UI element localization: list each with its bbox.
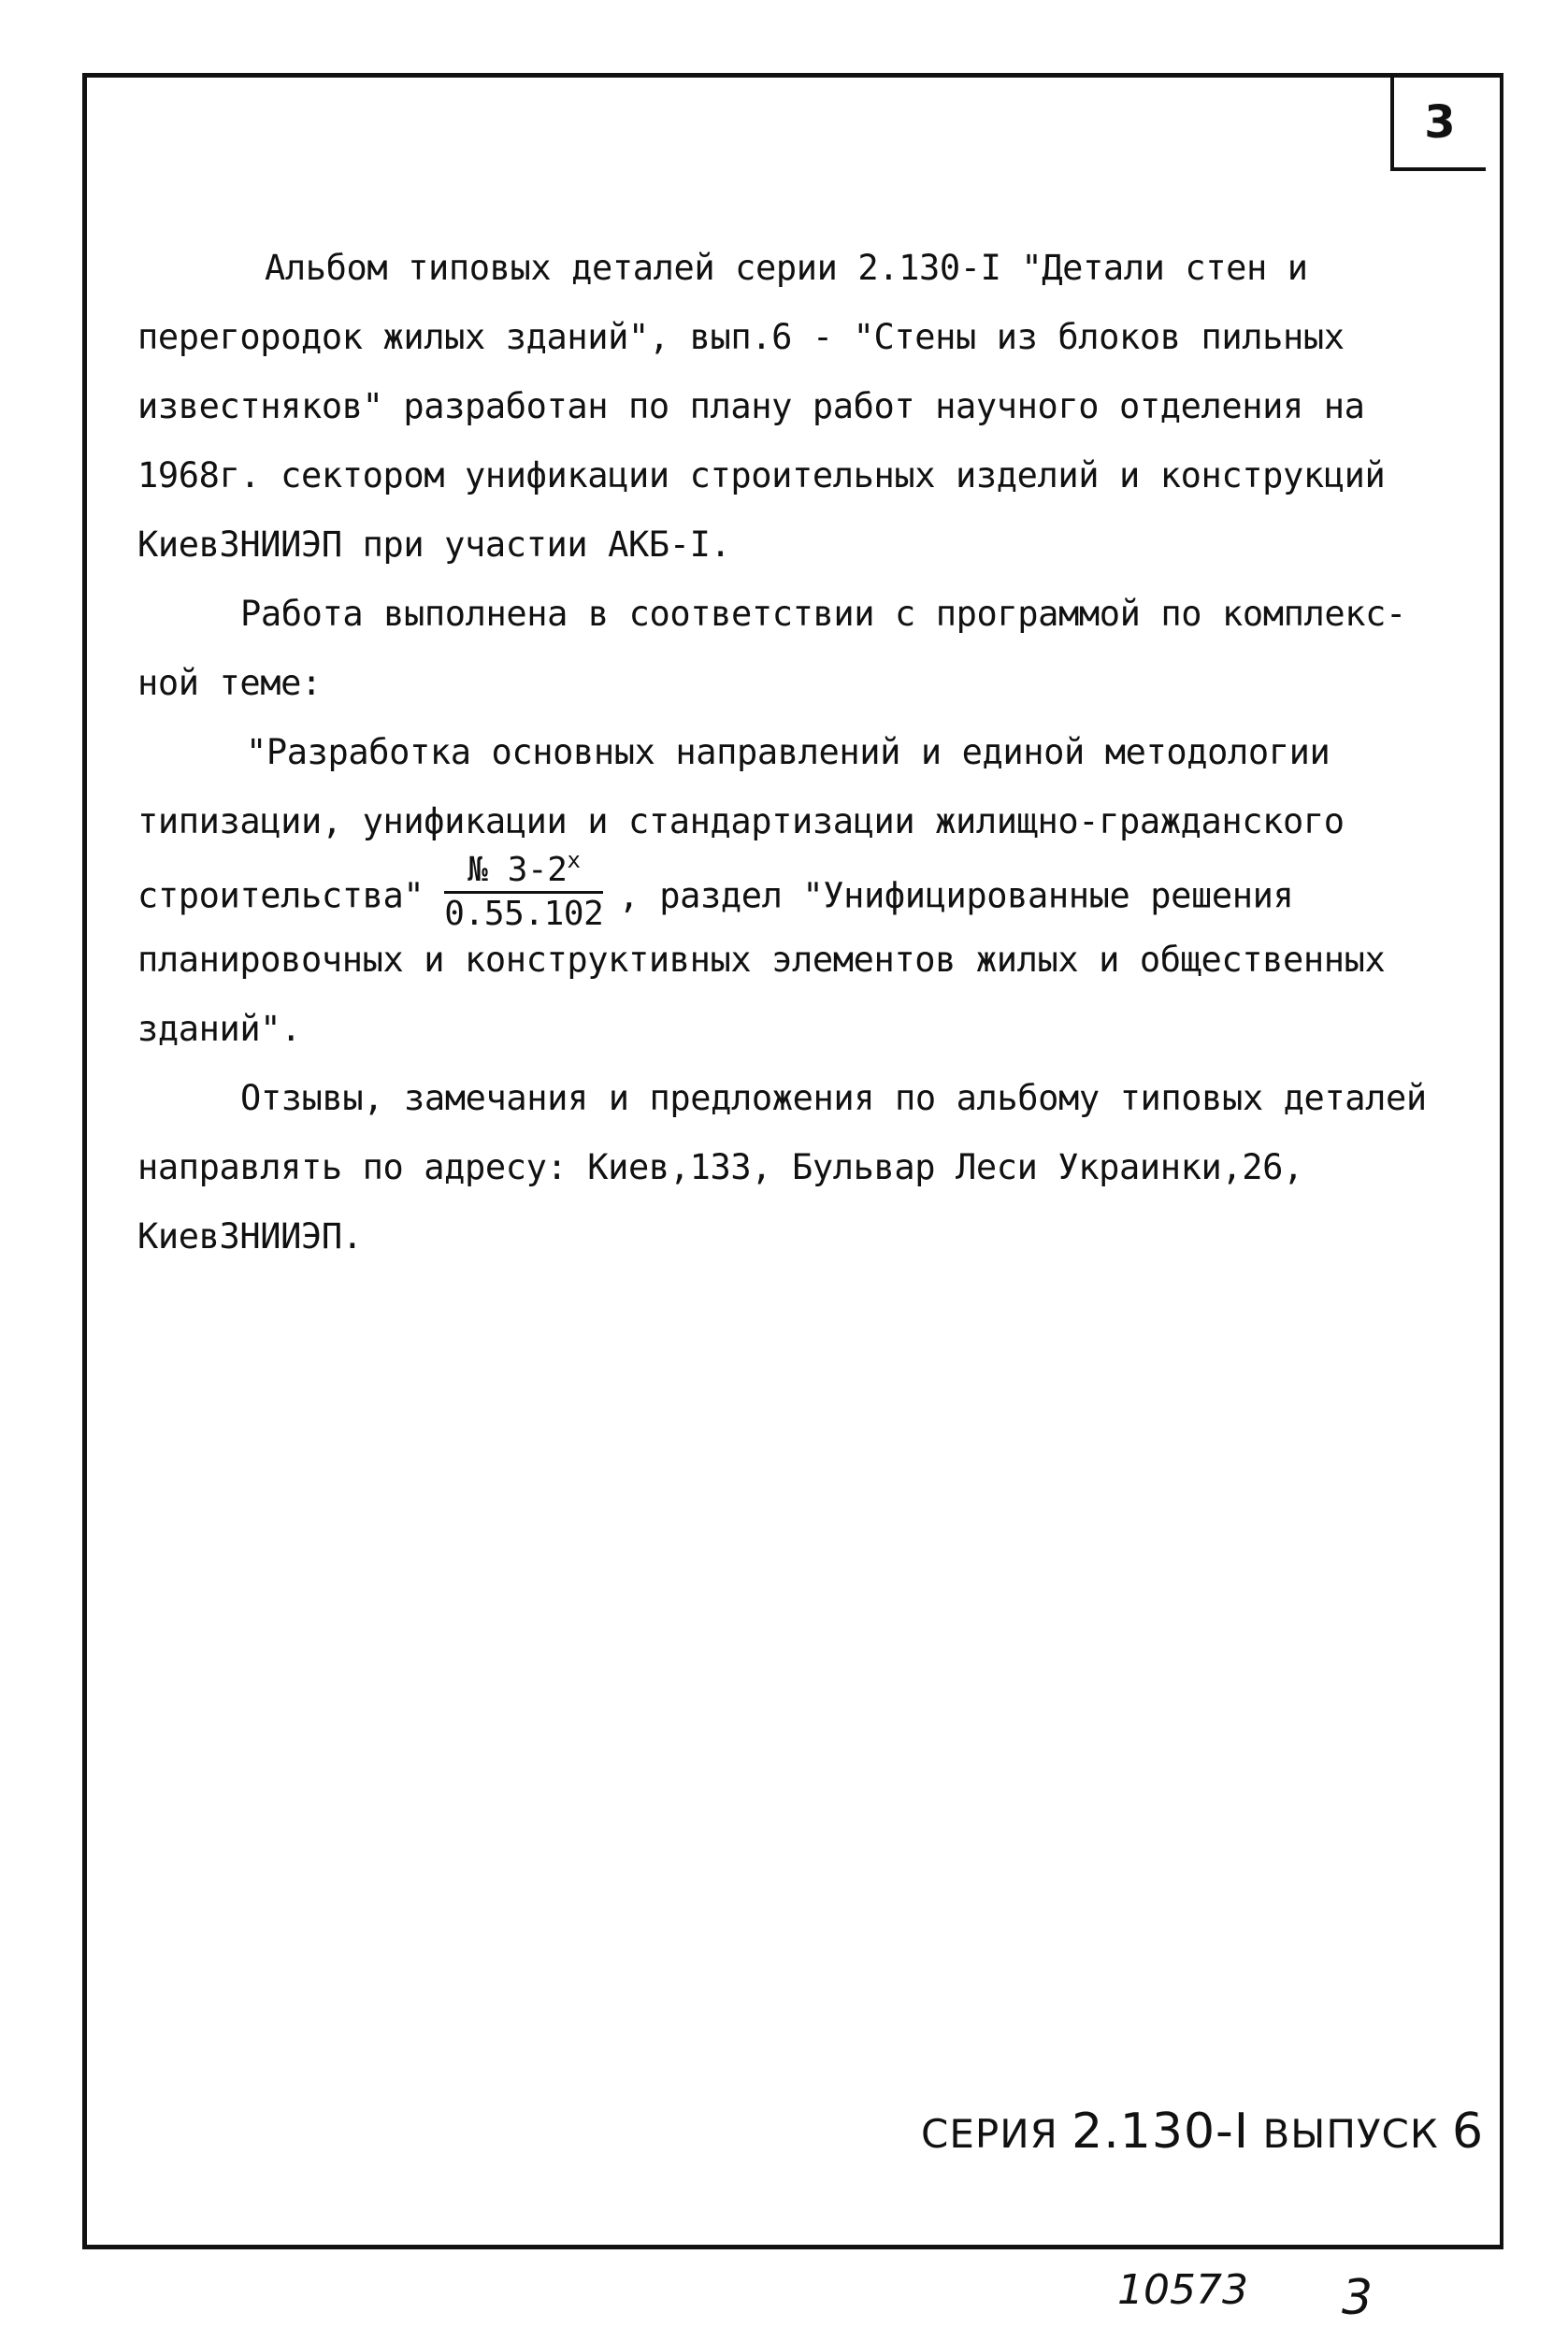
fraction-numerator: № 3-2$^x$ <box>444 849 603 894</box>
text-line: "Разработка основных направлений и единой методологии <box>246 732 1331 772</box>
text-fragment: строительства" <box>137 875 424 916</box>
text-line: типизации, унификации и стандартизации жилищно-гражданского <box>137 801 1345 841</box>
text-line: КиевЗНИИЭП при участии АКБ-I. <box>137 524 731 565</box>
text-line: 1968г. сектором унификации строительных изделий и конструкций <box>137 455 1386 495</box>
series-code: 2.130-I <box>1072 2104 1250 2160</box>
text-fragment: , раздел "Унифицированные решения <box>618 875 1294 916</box>
text-line-with-fraction <box>137 847 1474 933</box>
text-line: планировочных и конструктивных элементов жилых и общественных <box>137 940 1386 980</box>
inventory-number: 10573 <box>1117 2266 1248 2314</box>
paragraph-program <box>137 580 1474 718</box>
program-number-fraction <box>444 849 603 931</box>
fraction-superscript: x <box>567 847 581 873</box>
text-line: Отзывы, замечания и предложения по альбому типовых деталей <box>240 1078 1427 1118</box>
paragraph-intro <box>137 234 1474 580</box>
page-number: 3 <box>1342 2270 1374 2326</box>
text-line: ной теме: <box>137 663 322 703</box>
sheet-number: 3 <box>1390 78 1486 171</box>
text-line: Работа выполнена в соответствии с программой по комплекс- <box>240 594 1406 634</box>
fraction-denominator: 0.55.102 <box>444 895 604 933</box>
paragraph-feedback <box>137 1064 1474 1271</box>
text-line: КиевЗНИИЭП. <box>137 1216 363 1257</box>
series-word: СЕРИЯ <box>921 2111 1058 2157</box>
document-body <box>137 234 1474 1271</box>
issue-word: ВЫПУСК <box>1262 2111 1439 2157</box>
text-line: известняков" разработан по плану работ научного отделения на <box>137 386 1365 426</box>
series-stamp <box>921 2104 1484 2160</box>
paragraph-topic <box>137 718 1474 1064</box>
text-line: направлять по адресу: Киев,133, Бульвар Леси Украинки,26, <box>137 1147 1303 1187</box>
text-line: перегородок жилых зданий", вып.6 - "Стены из блоков пильных <box>137 317 1345 357</box>
text-line: зданий". <box>137 1009 302 1049</box>
text-line: Альбом типовых деталей серии 2.130-I "Детали стен и <box>265 248 1308 288</box>
issue-number: 6 <box>1452 2104 1485 2160</box>
